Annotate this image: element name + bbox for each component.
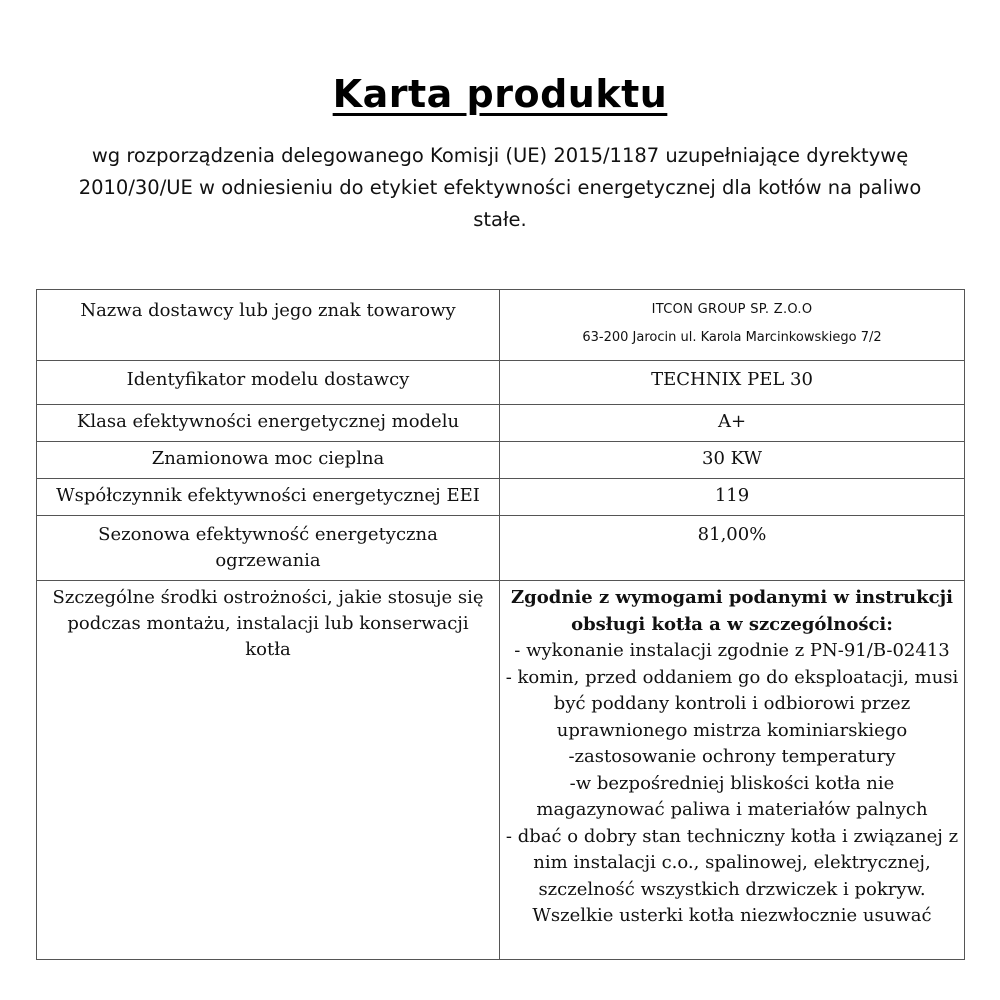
product-card-table [36,289,965,960]
precautions-heading: Zgodnie z wymogami podanymi w instrukcji obsługi kotła a w szczególności: [511,587,953,635]
table-row [37,361,965,405]
eei-label: Współczynnik efektywności energetycznej EEI [37,479,500,516]
list-item: -w bezpośredniej bliskości kotła nie magazynować paliwa i materiałów palnych [536,772,928,820]
seasonal-efficiency-value: 81,00% [500,516,965,581]
seasonal-efficiency-label: Sezonowa efektywność energetyczna ogrzewania [37,516,500,581]
table-row [37,405,965,442]
table-row [37,290,965,361]
list-item: - dbać o dobry stan techniczny kotła i związanej z nim instalacji c.o., spalinowej, elektrycznej, szczelność wszystkich drzwiczek i pokryw. Wszelkie usterki kotła niezwłocznie usuwać [505,825,959,926]
list-item: - wykonanie instalacji zgodnie z PN-91/B-02413 [514,640,950,661]
intro-text: wg rozporządzenia delegowanego Komisji (UE) 2015/1187 uzupełniające dyrektywę 2010/30/UE w odniesieniu do etykiet efektywności energetycznej dla kotłów na paliwo stałe. [78,144,922,231]
efficiency-class-value: A+ [500,405,965,442]
model-value: TECHNIX PEL 30 [500,361,965,405]
table-row [37,516,965,581]
table-row [37,442,965,479]
precautions-label: Szczególne środki ostrożności, jakie stosuje się podczas montażu, instalacji lub konserwacji kotła [37,581,500,960]
page-title: Karta produktu [332,72,668,116]
rated-heat-output-label: Znamionowa moc cieplna [37,442,500,479]
model-label: Identyfikator modelu dostawcy [37,361,500,405]
supplier-name: ITCON GROUP SP. Z.O.O [651,302,813,317]
rated-heat-output-value: 30 KW [500,442,965,479]
efficiency-class-label: Klasa efektywności energetycznej modelu [37,405,500,442]
eei-value: 119 [500,479,965,516]
list-item: -zastosowanie ochrony temperatury [568,746,896,767]
list-item: - komin, przed oddaniem go do eksploatacji, musi być poddany kontroli i odbiorowi przez uprawnionego mistrza kominiarskiego [505,666,959,741]
table-row [37,479,965,516]
table-row [37,581,965,960]
supplier-address: 63-200 Jarocin ul. Karola Marcinkowskiego 7/2 [582,330,882,345]
supplier-label: Nazwa dostawcy lub jego znak towarowy [37,290,500,361]
precautions-value [500,581,965,960]
supplier-value [500,290,965,361]
